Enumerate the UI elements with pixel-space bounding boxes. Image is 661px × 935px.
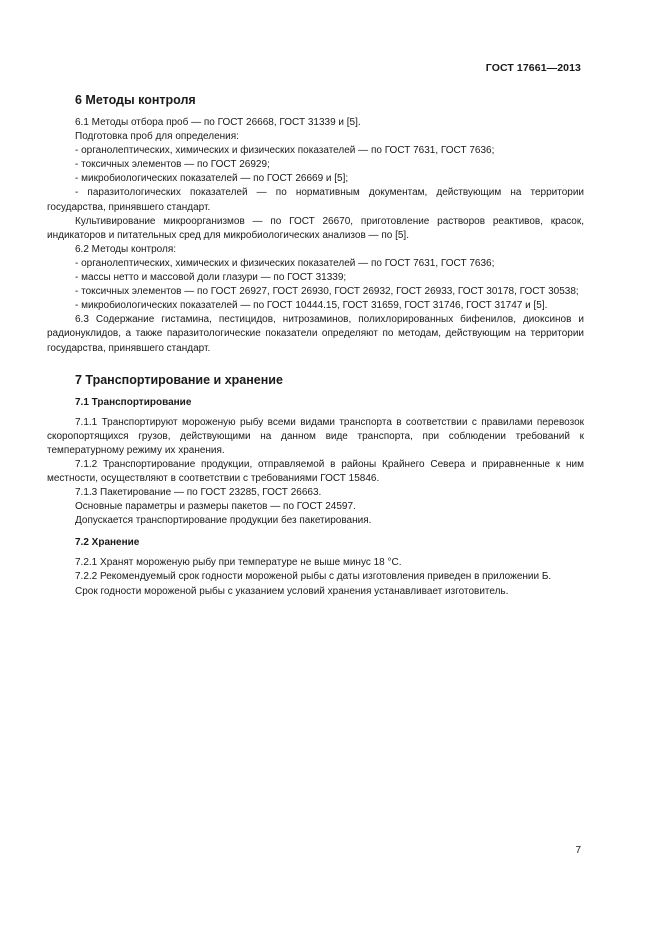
list-item: - микробиологических показателей — по ГОСТ 26669 и [5]; <box>75 173 349 185</box>
standard-header: ГОСТ 17661—2013 <box>485 62 581 74</box>
paragraph-7-1-1: 7.1.1 Транспортируют мороженую рыбу всеми видами транспорта в соответствии с правилами перевозок скоропортящихся грузов, действующими на данном виде транспорта, при соблюдении требований к температурному режиму их хранения. <box>47 416 584 456</box>
subsection-7-1 <box>47 396 584 529</box>
paragraph-sample-prep: Подготовка проб для определения: <box>75 131 239 143</box>
paragraph-7-2-1: 7.2.1 Хранят мороженую рыбу при температуре не выше минус 18 °С. <box>75 557 402 569</box>
section-7 <box>47 372 584 599</box>
paragraph-no-packet: Допускается транспортирование продукции без пакетирования. <box>75 515 372 527</box>
list-item: - органолептических, химических и физических показателей — по ГОСТ 7631, ГОСТ 7636; <box>75 257 495 269</box>
subsection-7-1-title: 7.1 Транспортирование <box>75 396 192 408</box>
list-item: - токсичных элементов — по ГОСТ 26929; <box>75 159 270 171</box>
paragraph-6-3: 6.3 Содержание гистамина, пестицидов, нитрозаминов, полихлорированных бифенилов, диоксинов и радионуклидов, а также паразитологические показатели определяют по методам, действующим на территории государства, принявшего стандарт. <box>47 314 584 354</box>
document-body <box>47 92 584 599</box>
list-item: - органолептических, химических и физических показателей — по ГОСТ 7631, ГОСТ 7636; <box>75 145 495 157</box>
subsection-7-2-title: 7.2 Хранение <box>75 537 140 549</box>
list-item: - паразитологических показателей — по нормативным документам, действующим на территории государства, принявшего стандарт. <box>47 187 584 213</box>
section-7-title: 7 Транспортирование и хранение <box>75 372 283 387</box>
paragraph-6-2: 6.2 Методы контроля: <box>75 243 177 255</box>
list-item: - токсичных элементов — по ГОСТ 26927, ГОСТ 26930, ГОСТ 26932, ГОСТ 26933, ГОСТ 30178, ГОСТ 30538; <box>75 286 579 298</box>
list-item: - микробиологических показателей — по ГОСТ 10444.15, ГОСТ 31659, ГОСТ 31746, ГОСТ 31747 и [5]. <box>75 300 548 312</box>
paragraph-6-1: 6.1 Методы отбора проб — по ГОСТ 26668, ГОСТ 31339 и [5]. <box>75 117 361 128</box>
paragraph-7-1-2: 7.1.2 Транспортирование продукции, отправляемой в районы Крайнего Севера и приравненные к ним местности, осуществляют в соответствии с требованиями ГОСТ 15846. <box>47 458 584 484</box>
paragraph-7-2-2: 7.2.2 Рекомендуемый срок годности мороженой рыбы с даты изготовления приведен в приложении Б. <box>75 571 552 583</box>
subsection-7-2 <box>47 536 584 598</box>
paragraph-packet-params: Основные параметры и размеры пакетов — по ГОСТ 24597. <box>75 501 356 513</box>
paragraph-7-1-3: 7.1.3 Пакетирование — по ГОСТ 23285, ГОСТ 26663. <box>75 487 322 499</box>
paragraph-cultivation: Культивирование микроорганизмов — по ГОСТ 26670, приготовление растворов реактивов, краcок, индикаторов и питательных сред для микробиологических анализов — по [5]. <box>47 215 584 241</box>
section-6 <box>47 92 584 356</box>
page-number: 7 <box>575 845 581 856</box>
list-item: - массы нетто и массовой доли глазури — по ГОСТ 31339; <box>75 272 347 284</box>
section-6-title: 6 Методы контроля <box>75 93 196 107</box>
paragraph-shelf-life: Срок годности мороженой рыбы с указанием условий хранения устанавливает изготовитель. <box>75 585 509 597</box>
